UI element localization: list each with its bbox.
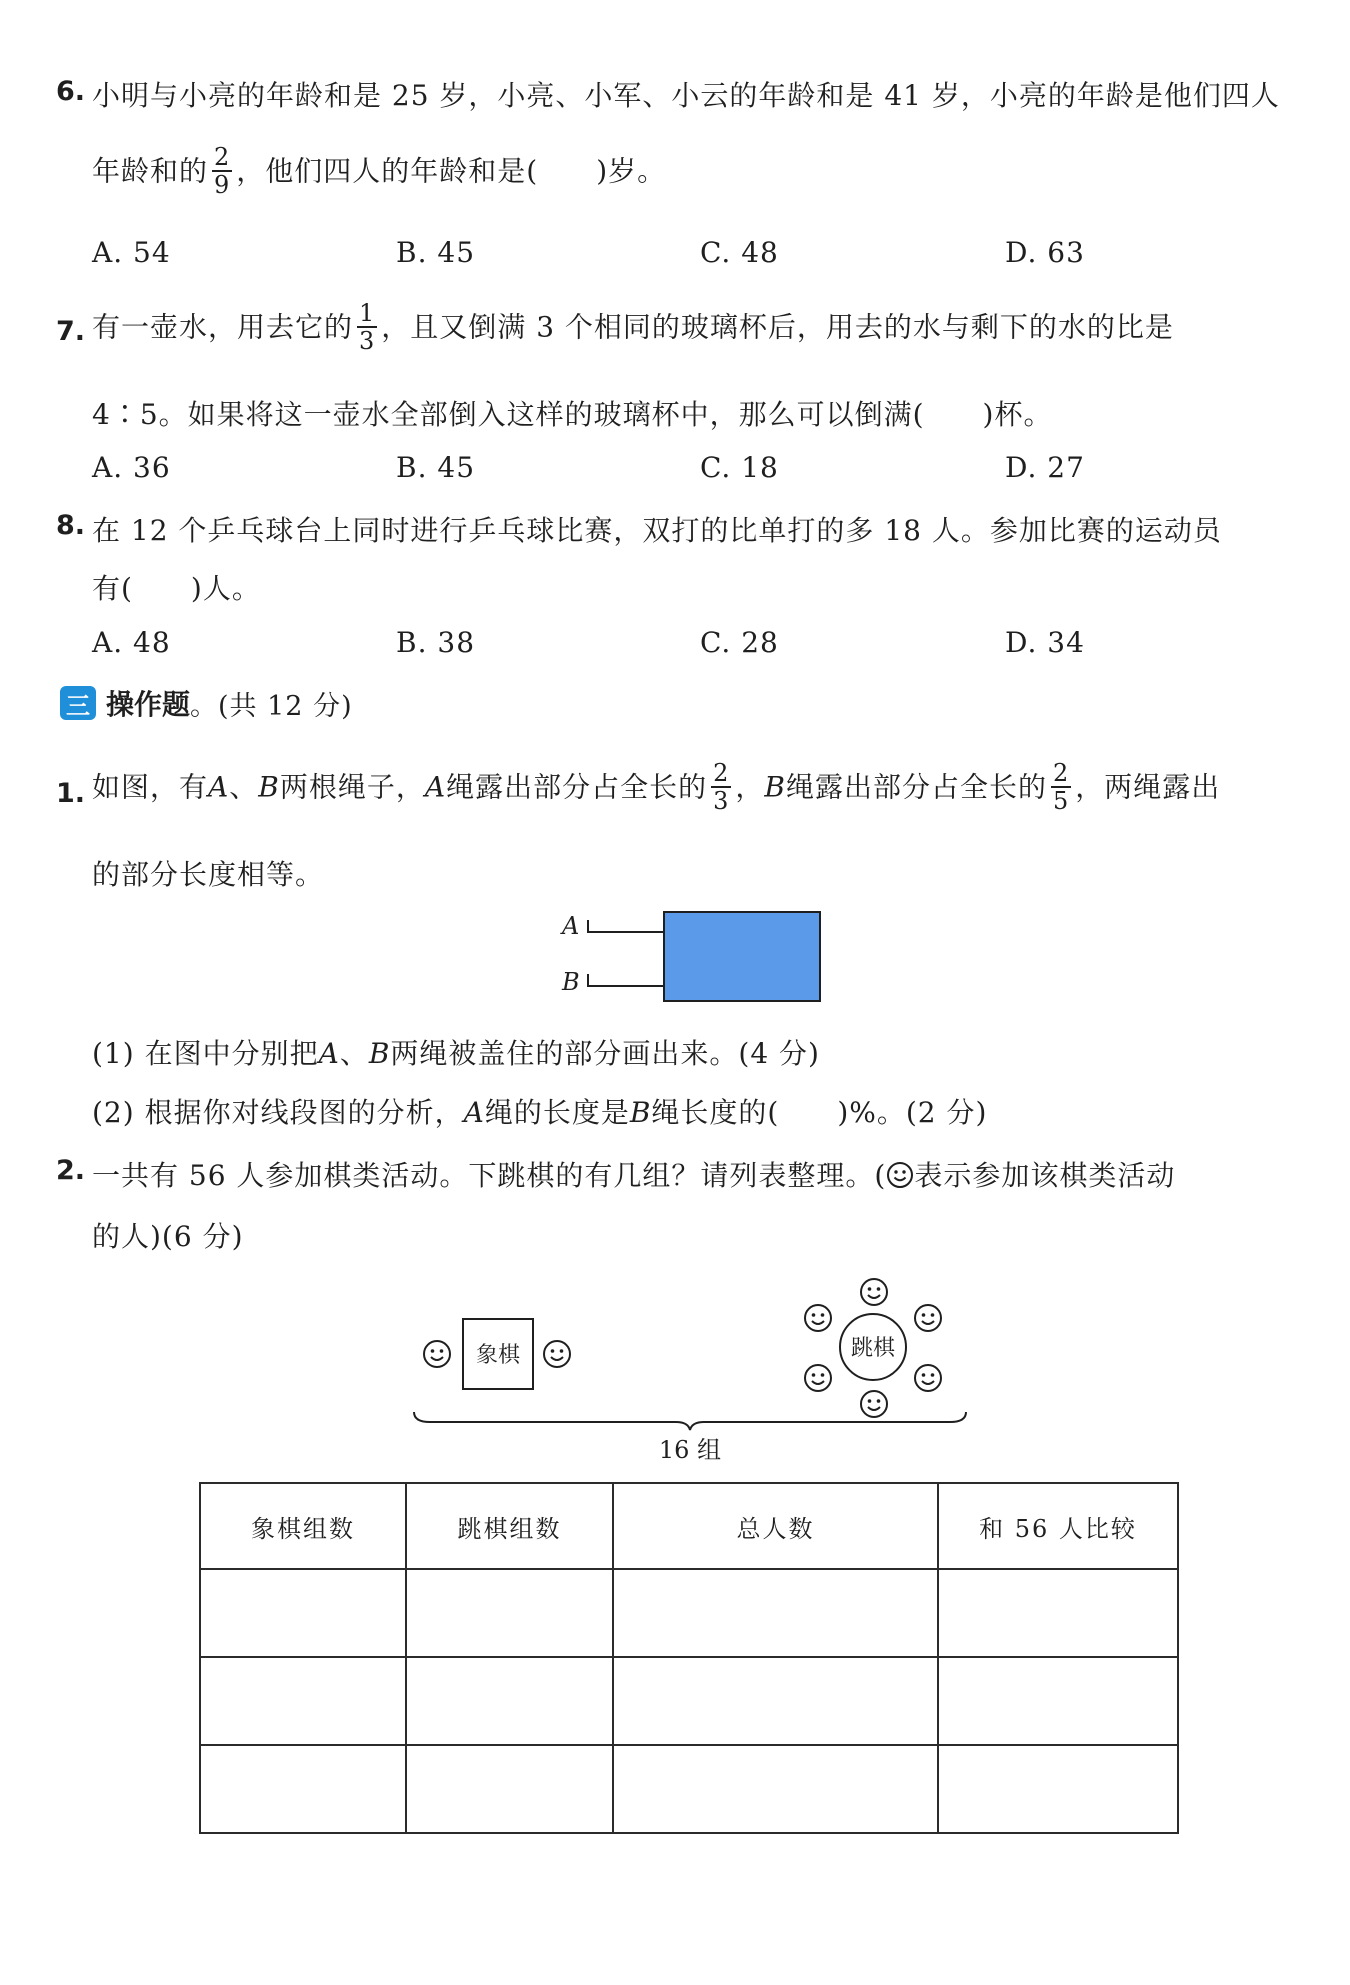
table-cell[interactable]: [938, 1657, 1178, 1745]
fraction-numerator: 2: [1053, 759, 1070, 787]
question-8-number: 8.: [56, 510, 86, 541]
question-6-line-1: 小明与小亮的年龄和是 25 岁，小亮、小军、小云的年龄和是 41 岁，小亮的年龄是他们四人: [92, 79, 1280, 112]
question-6-option-d[interactable]: D. 63: [1005, 236, 1085, 269]
chess-box: [463, 1319, 533, 1389]
section-3-score: 。(共 12 分): [190, 690, 353, 722]
question-6-text-a: 年龄和的: [92, 154, 209, 188]
sub-2-text-b: 绳的长度是: [484, 1096, 630, 1129]
table-cell[interactable]: [938, 1745, 1178, 1833]
question-8-option-d[interactable]: D. 34: [1005, 626, 1085, 659]
cover-box: [664, 912, 820, 1001]
question-6-option-a[interactable]: A. 54: [92, 236, 171, 269]
chess-label: 象棋: [475, 1343, 521, 1368]
table-cell[interactable]: [200, 1657, 406, 1745]
chess-illustration: [414, 1279, 966, 1464]
sub-1-text-b: 两绳被盖住的部分画出来。(4 分): [390, 1037, 820, 1070]
section-3-badge: 三: [60, 686, 96, 720]
problem-1-text-e: 绳露出部分占全长的: [785, 770, 1047, 804]
fraction-denominator: 5: [1053, 787, 1070, 815]
question-7-text-b: ，且又倒满 3 个相同的玻璃杯后，用去的水与剩下的水的比是: [381, 310, 1174, 344]
checkers-label: 跳棋: [850, 1336, 896, 1361]
smiley-icon: [861, 1279, 887, 1305]
question-8-option-c[interactable]: C. 28: [700, 626, 779, 659]
table-row: [200, 1657, 1178, 1745]
table-row: [200, 1569, 1178, 1657]
question-7-option-a[interactable]: A. 36: [92, 451, 171, 484]
table-cell[interactable]: [613, 1569, 938, 1657]
question-7-option-d[interactable]: D. 27: [1005, 451, 1085, 484]
smiley-icon: [886, 1161, 914, 1189]
separator: 、: [229, 770, 259, 804]
section-3-header: [60, 683, 353, 723]
var-b: B: [629, 1096, 652, 1129]
question-7-number: 7.: [56, 316, 86, 347]
smiley-icon: [915, 1305, 941, 1331]
problem-1-number: 1.: [56, 778, 86, 809]
checkers-circle: [840, 1314, 906, 1380]
fraction-numerator: 1: [359, 299, 376, 327]
question-7-option-b[interactable]: B. 45: [396, 451, 476, 484]
problem-1-line-2: 的部分长度相等。: [92, 858, 325, 891]
sub-2-text-c: 绳长度的( )%。(2 分): [651, 1096, 988, 1129]
question-6-number: 6.: [56, 76, 86, 107]
fraction-numerator: 2: [214, 143, 231, 171]
table-cell[interactable]: [613, 1745, 938, 1833]
problem-2-text-b: 表示参加该棋类活动: [914, 1159, 1176, 1192]
problem-1-text-f: ，两绳露出: [1075, 770, 1221, 804]
header-compare-56: 和 56 人比较: [938, 1483, 1178, 1569]
brace-label: 16 组: [658, 1436, 722, 1464]
var-a: A: [463, 1096, 485, 1129]
group-brace: [414, 1412, 966, 1430]
problem-1-sub-1: [92, 1032, 820, 1072]
smiley-icon: [544, 1341, 570, 1367]
problem-1-fraction-a: [711, 760, 731, 814]
header-chess-groups: 象棋组数: [200, 1483, 406, 1569]
rope-a[interactable]: [588, 920, 664, 932]
question-6-fraction: [212, 144, 232, 198]
header-total-people: 总人数: [613, 1483, 938, 1569]
rope-a-label: A: [562, 912, 580, 940]
table-cell[interactable]: [938, 1569, 1178, 1657]
fraction-denominator: 3: [713, 787, 730, 815]
table-row: [200, 1745, 1178, 1833]
smiley-icon: [915, 1365, 941, 1391]
question-8-line-2: 有( )人。: [92, 572, 261, 605]
fraction-denominator: 9: [214, 171, 231, 199]
problem-1-text-b: 两根绳子，: [279, 770, 425, 804]
var-a: A: [208, 770, 230, 804]
rope-b-label: B: [562, 968, 580, 996]
problem-2-line-2: 的人)(6 分): [92, 1220, 244, 1253]
question-7-line-2: 4∶5。如果将这一壶水全部倒入这样的玻璃杯中，那么可以倒满( )杯。: [92, 398, 1053, 431]
var-b: B: [368, 1037, 391, 1070]
problem-1-sub-2: [92, 1091, 987, 1131]
sub-1-text-a: (1) 在图中分别把: [92, 1037, 319, 1070]
question-7-line-1: [92, 299, 1174, 356]
var-a: A: [318, 1037, 340, 1070]
var-b: B: [764, 770, 786, 804]
smiley-icon: [805, 1305, 831, 1331]
problem-1-text-c: 绳露出部分占全长的: [446, 770, 708, 804]
fraction-numerator: 2: [713, 759, 730, 787]
sub-2-text-a: (2) 根据你对线段图的分析，: [92, 1096, 464, 1129]
answer-table: [199, 1482, 1179, 1834]
header-checkers-groups: 跳棋组数: [406, 1483, 613, 1569]
question-6-line-2: [92, 143, 667, 200]
rope-diagram: [560, 912, 820, 1001]
question-8-line-1: 在 12 个乒乓球台上同时进行乒乓球比赛，双打的比单打的多 18 人。参加比赛的运动员: [92, 514, 1222, 547]
problem-1-text-d: ，: [735, 770, 765, 804]
table-cell[interactable]: [200, 1569, 406, 1657]
smiley-icon: [861, 1391, 887, 1417]
fraction-denominator: 3: [359, 327, 376, 355]
question-8-option-a[interactable]: A. 48: [92, 626, 171, 659]
problem-1-text-a: 如图，有: [92, 770, 209, 804]
question-7-fraction: [357, 300, 377, 354]
section-3-title: 操作题: [106, 688, 191, 721]
problem-1-fraction-b: [1051, 760, 1071, 814]
table-cell[interactable]: [406, 1569, 613, 1657]
question-6-option-b[interactable]: B. 45: [396, 236, 476, 269]
separator: 、: [339, 1037, 369, 1070]
var-a: A: [424, 770, 447, 804]
problem-2-text-a: 一共有 56 人参加棋类活动。下跳棋的有几组？请列表整理。(: [92, 1159, 887, 1192]
smiley-icon: [424, 1341, 450, 1367]
problem-2-number: 2.: [56, 1155, 86, 1186]
question-6-text-b: ，他们四人的年龄和是( )岁。: [236, 154, 667, 188]
table-cell[interactable]: [406, 1745, 613, 1833]
smiley-icon: [805, 1365, 831, 1391]
table-header-row: [200, 1483, 1178, 1569]
question-6-option-c[interactable]: C. 48: [700, 236, 779, 269]
rope-b[interactable]: [588, 974, 664, 986]
table-cell[interactable]: [200, 1745, 406, 1833]
question-7-text-a: 有一壶水，用去它的: [92, 310, 354, 344]
problem-2-line-1: [92, 1154, 1175, 1194]
var-b: B: [258, 770, 280, 804]
table-cell[interactable]: [613, 1657, 938, 1745]
table-cell[interactable]: [406, 1657, 613, 1745]
question-8-option-b[interactable]: B. 38: [396, 626, 476, 659]
question-7-option-c[interactable]: C. 18: [700, 451, 779, 484]
problem-1-line-1: [92, 759, 1221, 816]
